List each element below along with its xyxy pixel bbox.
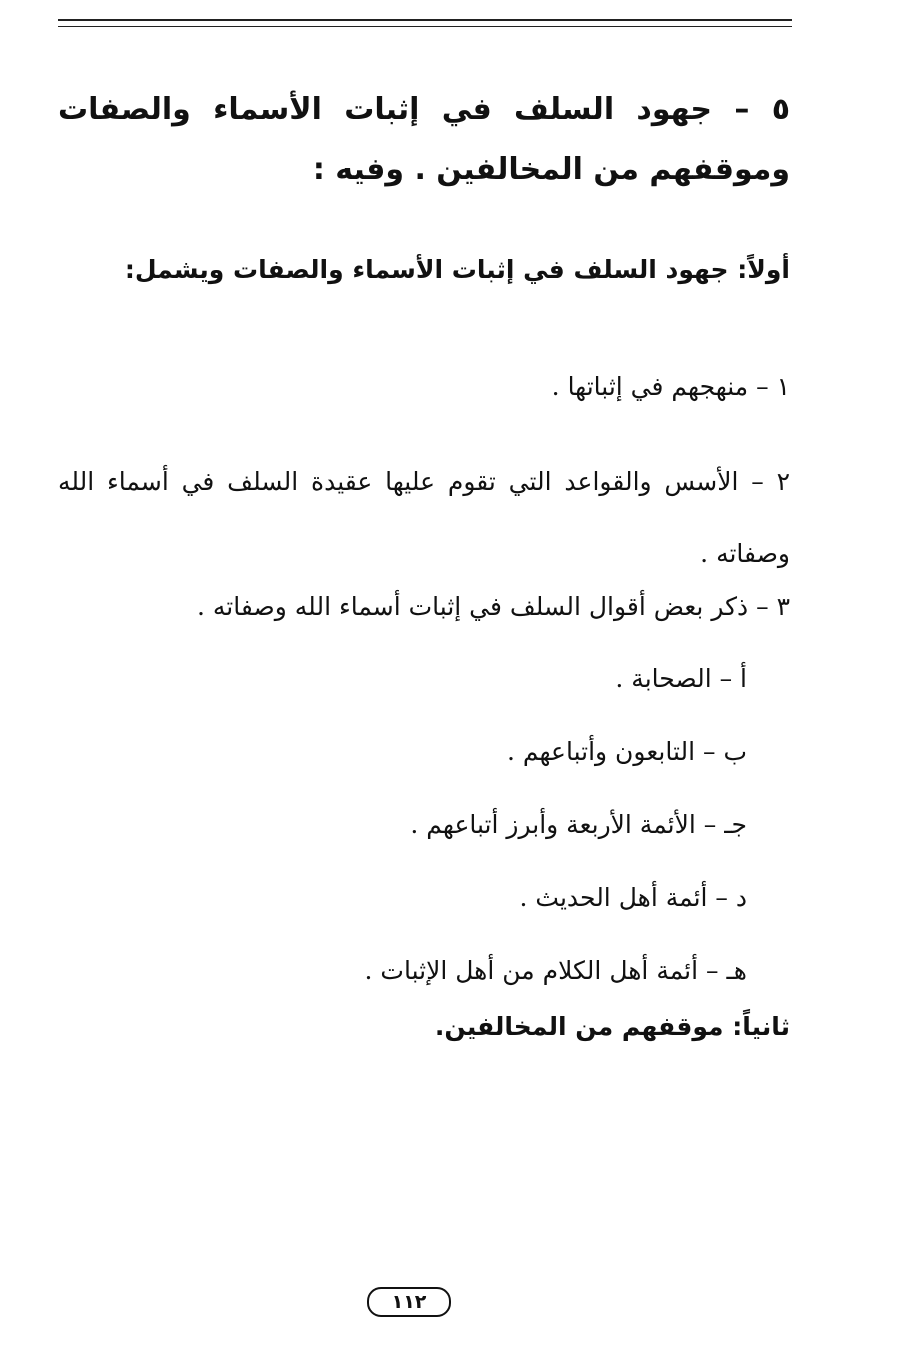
first-section-title: أولاً: جهود السلف في إثبات الأسماء والصفات ويشمل: — [124, 255, 790, 284]
sub-item-d: د – أئمة أهل الحديث . — [519, 883, 747, 912]
second-section-title: ثانياً: موقفهم من المخالفين. — [434, 1012, 790, 1041]
section-heading: ٥ – جهود السلف في إثبات الأسماء والصفات وموقفهم من المخالفين . وفيه : — [58, 92, 790, 187]
page-number: ١١٢ — [367, 1287, 451, 1317]
list-item-3: ٣ – ذكر بعض أقوال السلف في إثبات أسماء الله وصفاته . — [197, 592, 790, 621]
sub-item-b: ب – التابعون وأتباعهم . — [506, 737, 747, 766]
list-item-2: ٢ – الأسس والقواعد التي تقوم عليها عقيدة السلف في أسماء الله وصفاته . — [58, 467, 790, 568]
sub-item-c: جـ – الأئمة الأربعة وأبرز أتباعهم . — [410, 810, 747, 839]
sub-item-a: أ – الصحابة . — [615, 664, 747, 693]
top-rule-thin — [58, 26, 792, 27]
sub-item-e: هـ – أئمة أهل الكلام من أهل الإثبات . — [364, 956, 747, 985]
list-item-1: ١ – منهجهم في إثباتها . — [551, 372, 790, 401]
top-rule-thick — [58, 19, 792, 21]
